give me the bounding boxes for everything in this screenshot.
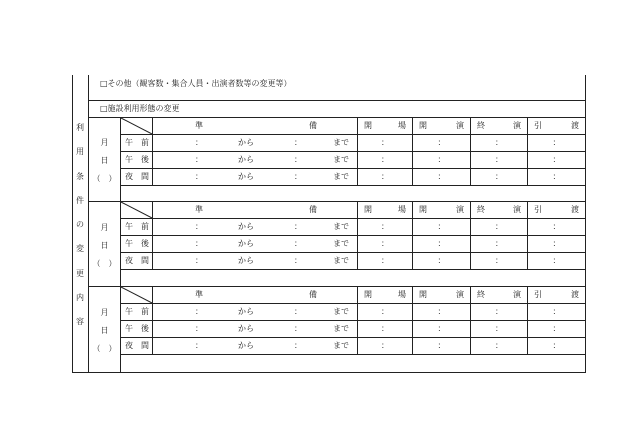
diagonal-line bbox=[121, 202, 152, 218]
header-char: 開 bbox=[364, 120, 372, 130]
header-performance-start-label bbox=[413, 121, 470, 131]
period-char: 前 bbox=[141, 306, 149, 316]
period-label-cell bbox=[121, 337, 153, 354]
header-char: 場 bbox=[398, 289, 406, 299]
facility-change-label: □施設利用形態の変更 bbox=[100, 103, 180, 113]
preparation-time-range bbox=[153, 152, 357, 167]
blank-cell bbox=[121, 354, 586, 372]
side-label-char: 条 bbox=[76, 171, 84, 181]
doors-open-time-cell bbox=[358, 252, 413, 269]
other-change-option bbox=[89, 75, 586, 100]
time-colon: ： bbox=[552, 323, 561, 333]
from-label: から bbox=[238, 256, 254, 265]
prep-start-colon: ： bbox=[195, 256, 203, 265]
block-blank-row bbox=[73, 185, 586, 201]
performance-end-time-cell bbox=[471, 151, 528, 168]
preparation-time-cell bbox=[153, 168, 358, 185]
header-performance-start-label bbox=[413, 290, 470, 300]
time-colon: ： bbox=[495, 238, 503, 248]
header-doors-open-label bbox=[358, 290, 412, 300]
period-char: 午 bbox=[125, 238, 133, 248]
handover-time-cell bbox=[528, 252, 586, 269]
header-preparation-label bbox=[153, 290, 357, 300]
header-doors-open bbox=[358, 117, 413, 134]
until-label: まで bbox=[333, 222, 349, 231]
weekday-label: （ ） bbox=[92, 258, 117, 268]
preparation-time-cell bbox=[153, 337, 358, 354]
period-char: 前 bbox=[141, 137, 149, 147]
prep-start-colon: ： bbox=[195, 155, 203, 164]
header-char: 開 bbox=[364, 289, 372, 299]
time-colon: ： bbox=[437, 306, 446, 316]
from-label: から bbox=[238, 138, 254, 147]
header-doors-open bbox=[358, 201, 413, 218]
prep-end-colon: ： bbox=[294, 256, 302, 265]
facility-change-row bbox=[73, 100, 586, 117]
preparation-time-range bbox=[153, 236, 357, 251]
prep-end-colon: ： bbox=[294, 172, 302, 181]
until-label: まで bbox=[333, 172, 349, 181]
header-corner-cell bbox=[121, 201, 153, 218]
from-label: から bbox=[238, 155, 254, 164]
header-char: 引 bbox=[534, 289, 542, 299]
handover-time-cell bbox=[528, 303, 586, 320]
header-handover-label bbox=[528, 290, 585, 300]
preparation-time-cell bbox=[153, 134, 358, 151]
header-performance-end bbox=[471, 286, 528, 303]
prep-end-colon: ： bbox=[294, 138, 302, 147]
header-performance-end-label bbox=[471, 121, 527, 131]
block-blank-row bbox=[73, 269, 586, 286]
header-char: 終 bbox=[477, 204, 485, 214]
preparation-time-range bbox=[153, 219, 357, 234]
header-preparation-label bbox=[153, 205, 357, 215]
side-label-char: 利 bbox=[76, 123, 84, 132]
performance-start-time-cell bbox=[413, 320, 471, 337]
time-colon: ： bbox=[495, 171, 503, 181]
performance-end-time-cell bbox=[471, 252, 528, 269]
until-label: まで bbox=[333, 155, 349, 164]
time-colon: ： bbox=[381, 238, 389, 248]
period-label-cell bbox=[121, 151, 153, 168]
time-colon: ： bbox=[437, 154, 446, 164]
handover-time-cell bbox=[528, 134, 586, 151]
period-row-afternoon bbox=[73, 320, 586, 337]
performance-end-time-cell bbox=[471, 303, 528, 320]
header-performance-end-label bbox=[471, 290, 527, 300]
time-colon: ： bbox=[495, 306, 503, 316]
time-colon: ： bbox=[381, 340, 389, 350]
period-char: 後 bbox=[141, 238, 149, 248]
diagonal-line bbox=[121, 287, 152, 303]
handover-time-cell bbox=[528, 218, 586, 235]
month-label: 月 bbox=[100, 138, 109, 147]
prep-end-colon: ： bbox=[294, 324, 302, 333]
prep-start-colon: ： bbox=[195, 307, 203, 316]
period-label bbox=[121, 222, 152, 232]
header-handover-label bbox=[528, 121, 585, 131]
prep-start-colon: ： bbox=[195, 172, 203, 181]
time-colon: ： bbox=[437, 221, 446, 231]
handover-time-cell bbox=[528, 320, 586, 337]
performance-end-time-cell bbox=[471, 134, 528, 151]
header-performance-end bbox=[471, 201, 528, 218]
block-blank-row bbox=[73, 354, 586, 372]
period-label-cell bbox=[121, 320, 153, 337]
until-label: まで bbox=[333, 341, 349, 350]
header-char: 準 bbox=[195, 289, 203, 299]
prep-end-colon: ： bbox=[294, 341, 302, 350]
period-label bbox=[121, 324, 152, 334]
period-char: 午 bbox=[125, 306, 133, 316]
prep-start-colon: ： bbox=[195, 341, 203, 350]
prep-end-colon: ： bbox=[294, 307, 302, 316]
time-colon: ： bbox=[437, 137, 446, 147]
header-char: 備 bbox=[309, 289, 317, 299]
time-colon: ： bbox=[495, 137, 503, 147]
period-label bbox=[121, 341, 152, 351]
performance-start-time-cell bbox=[413, 218, 471, 235]
from-label: から bbox=[238, 341, 254, 350]
day-label: 日 bbox=[100, 326, 109, 335]
header-char: 渡 bbox=[571, 204, 580, 214]
blank-cell bbox=[121, 269, 586, 286]
header-char: 演 bbox=[456, 289, 464, 299]
header-corner-cell bbox=[121, 286, 153, 303]
preparation-time-cell bbox=[153, 252, 358, 269]
time-colon: ： bbox=[495, 154, 503, 164]
handover-time-cell bbox=[528, 168, 586, 185]
handover-time-cell bbox=[528, 337, 586, 354]
header-performance-end bbox=[471, 117, 528, 134]
time-colon: ： bbox=[381, 171, 389, 181]
handover-time-cell bbox=[528, 151, 586, 168]
prep-end-colon: ： bbox=[294, 222, 302, 231]
time-colon: ： bbox=[552, 137, 561, 147]
preparation-time-range bbox=[153, 135, 357, 150]
header-doors-open bbox=[358, 286, 413, 303]
side-label-char: 内 bbox=[76, 292, 84, 302]
period-char: 午 bbox=[125, 154, 133, 164]
period-char: 前 bbox=[141, 221, 149, 231]
until-label: まで bbox=[333, 239, 349, 248]
header-char: 演 bbox=[456, 204, 464, 214]
header-performance-start bbox=[413, 201, 471, 218]
other-change-label: □その他（観客数・集合人員・出演者数等の変更等） bbox=[100, 79, 292, 88]
date-cell bbox=[89, 286, 121, 372]
performance-end-time-cell bbox=[471, 320, 528, 337]
time-colon: ： bbox=[552, 154, 561, 164]
time-colon: ： bbox=[552, 238, 561, 248]
header-char: 演 bbox=[456, 120, 464, 130]
period-char: 後 bbox=[141, 323, 149, 333]
period-row-afternoon bbox=[73, 235, 586, 252]
side-label-char: 用 bbox=[76, 147, 84, 157]
weekday-label: （ ） bbox=[92, 344, 117, 353]
header-preparation bbox=[153, 201, 358, 218]
period-char: 夜 bbox=[125, 255, 133, 265]
time-colon: ： bbox=[381, 306, 389, 316]
period-label bbox=[121, 307, 152, 317]
month-label: 月 bbox=[100, 222, 109, 232]
header-char: 場 bbox=[398, 120, 406, 130]
header-handover bbox=[528, 201, 586, 218]
header-performance-end-label bbox=[471, 205, 527, 215]
prep-start-colon: ： bbox=[195, 222, 203, 231]
period-label bbox=[121, 172, 152, 182]
header-char: 備 bbox=[309, 120, 317, 130]
period-char: 間 bbox=[141, 171, 149, 181]
header-performance-start bbox=[413, 117, 471, 134]
doors-open-time-cell bbox=[358, 320, 413, 337]
diagonal-line bbox=[121, 118, 152, 134]
preparation-time-range bbox=[153, 304, 357, 319]
time-colon: ： bbox=[381, 221, 389, 231]
time-colon: ： bbox=[495, 340, 503, 350]
time-colon: ： bbox=[552, 221, 561, 231]
preparation-time-cell bbox=[153, 320, 358, 337]
period-char: 間 bbox=[141, 340, 149, 350]
date-labels bbox=[89, 130, 120, 188]
until-label: まで bbox=[333, 324, 349, 333]
period-row-morning bbox=[73, 134, 586, 151]
header-char: 準 bbox=[195, 120, 203, 130]
schedule-header-row bbox=[73, 286, 586, 303]
doors-open-time-cell bbox=[358, 235, 413, 252]
period-label-cell bbox=[121, 252, 153, 269]
performance-end-time-cell bbox=[471, 235, 528, 252]
period-label bbox=[121, 138, 152, 148]
prep-start-colon: ： bbox=[195, 239, 203, 248]
period-row-morning bbox=[73, 218, 586, 235]
header-char: 準 bbox=[195, 204, 203, 214]
doors-open-time-cell bbox=[358, 134, 413, 151]
time-colon: ： bbox=[381, 137, 389, 147]
header-performance-start bbox=[413, 286, 471, 303]
preparation-time-cell bbox=[153, 151, 358, 168]
day-label: 日 bbox=[100, 156, 109, 165]
date-labels bbox=[89, 215, 120, 273]
period-row-evening bbox=[73, 337, 586, 354]
period-label-cell bbox=[121, 218, 153, 235]
period-row-evening bbox=[73, 252, 586, 269]
period-label-cell bbox=[121, 303, 153, 320]
from-label: から bbox=[238, 222, 254, 231]
from-label: から bbox=[238, 239, 254, 248]
performance-end-time-cell bbox=[471, 218, 528, 235]
period-label bbox=[121, 239, 152, 249]
preparation-time-range bbox=[153, 338, 357, 353]
header-char: 渡 bbox=[571, 120, 580, 130]
header-char: 演 bbox=[513, 120, 521, 130]
header-handover bbox=[528, 117, 586, 134]
from-label: から bbox=[238, 324, 254, 333]
time-colon: ： bbox=[381, 323, 389, 333]
header-doors-open-label bbox=[358, 121, 412, 131]
schedule-header-row bbox=[73, 201, 586, 218]
doors-open-time-cell bbox=[358, 218, 413, 235]
performance-end-time-cell bbox=[471, 337, 528, 354]
from-label: から bbox=[238, 307, 254, 316]
header-preparation-label bbox=[153, 121, 357, 131]
period-label-cell bbox=[121, 235, 153, 252]
header-char: 開 bbox=[419, 204, 427, 214]
performance-start-time-cell bbox=[413, 168, 471, 185]
time-colon: ： bbox=[437, 340, 446, 350]
period-label bbox=[121, 155, 152, 165]
handover-time-cell bbox=[528, 235, 586, 252]
time-colon: ： bbox=[437, 323, 446, 333]
blank-cell bbox=[121, 185, 586, 201]
other-change-row bbox=[73, 75, 586, 100]
period-label-cell bbox=[121, 134, 153, 151]
header-char: 開 bbox=[419, 120, 427, 130]
period-char: 夜 bbox=[125, 340, 133, 350]
period-char: 後 bbox=[141, 154, 149, 164]
header-char: 演 bbox=[513, 289, 521, 299]
preparation-time-cell bbox=[153, 235, 358, 252]
prep-end-colon: ： bbox=[294, 155, 302, 164]
side-label-char: 更 bbox=[76, 268, 84, 278]
prep-start-colon: ： bbox=[195, 324, 203, 333]
preparation-time-range bbox=[153, 253, 357, 268]
header-char: 引 bbox=[534, 204, 542, 214]
doors-open-time-cell bbox=[358, 337, 413, 354]
header-char: 終 bbox=[477, 289, 485, 299]
period-char: 間 bbox=[141, 255, 149, 265]
performance-end-time-cell bbox=[471, 168, 528, 185]
date-labels bbox=[89, 300, 120, 358]
period-char: 午 bbox=[125, 221, 133, 231]
preparation-time-range bbox=[153, 321, 357, 336]
time-colon: ： bbox=[437, 255, 446, 265]
time-colon: ： bbox=[552, 306, 561, 316]
header-corner-cell bbox=[121, 117, 153, 134]
time-colon: ： bbox=[552, 255, 561, 265]
time-colon: ： bbox=[381, 154, 389, 164]
header-handover-label bbox=[528, 205, 585, 215]
period-row-afternoon bbox=[73, 151, 586, 168]
time-colon: ： bbox=[552, 171, 561, 181]
header-performance-start-label bbox=[413, 205, 470, 215]
schedule-header-row bbox=[73, 117, 586, 134]
period-label bbox=[121, 256, 152, 266]
time-colon: ： bbox=[381, 255, 389, 265]
doors-open-time-cell bbox=[358, 151, 413, 168]
day-label: 日 bbox=[100, 240, 109, 250]
side-label-char: 容 bbox=[76, 317, 84, 326]
period-row-morning bbox=[73, 303, 586, 320]
period-row-evening bbox=[73, 168, 586, 185]
side-label-char: の bbox=[76, 220, 84, 229]
period-char: 夜 bbox=[125, 171, 133, 181]
header-char: 演 bbox=[513, 204, 521, 214]
time-colon: ： bbox=[437, 238, 446, 248]
date-cell bbox=[89, 117, 121, 201]
header-char: 備 bbox=[309, 204, 317, 214]
from-label: から bbox=[238, 172, 254, 181]
performance-start-time-cell bbox=[413, 134, 471, 151]
prep-start-colon: ： bbox=[195, 138, 203, 147]
side-label-char: 変 bbox=[76, 244, 84, 254]
prep-end-colon: ： bbox=[294, 239, 302, 248]
doors-open-time-cell bbox=[358, 303, 413, 320]
time-colon: ： bbox=[495, 221, 503, 231]
header-preparation bbox=[153, 286, 358, 303]
doors-open-time-cell bbox=[358, 168, 413, 185]
until-label: まで bbox=[333, 307, 349, 316]
performance-start-time-cell bbox=[413, 235, 471, 252]
period-char: 午 bbox=[125, 137, 133, 147]
time-colon: ： bbox=[437, 171, 446, 181]
header-char: 場 bbox=[398, 204, 406, 214]
header-char: 終 bbox=[477, 120, 485, 130]
time-colon: ： bbox=[495, 323, 503, 333]
header-handover bbox=[528, 286, 586, 303]
date-cell bbox=[89, 201, 121, 286]
time-colon: ： bbox=[552, 340, 561, 350]
period-label-cell bbox=[121, 168, 153, 185]
usage-change-table bbox=[72, 75, 586, 373]
header-char: 引 bbox=[534, 120, 542, 130]
header-char: 渡 bbox=[571, 289, 580, 299]
header-preparation bbox=[153, 117, 358, 134]
until-label: まで bbox=[333, 256, 349, 265]
preparation-time-range bbox=[153, 169, 357, 184]
time-colon: ： bbox=[495, 255, 503, 265]
until-label: まで bbox=[333, 138, 349, 147]
facility-change-option bbox=[89, 100, 586, 117]
header-doors-open-label bbox=[358, 205, 412, 215]
performance-start-time-cell bbox=[413, 252, 471, 269]
header-char: 開 bbox=[364, 204, 372, 214]
month-label: 月 bbox=[100, 308, 109, 317]
weekday-label: （ ） bbox=[92, 174, 117, 183]
performance-start-time-cell bbox=[413, 337, 471, 354]
side-label-char: 件 bbox=[76, 195, 84, 205]
period-char: 午 bbox=[125, 323, 133, 333]
preparation-time-cell bbox=[153, 303, 358, 320]
performance-start-time-cell bbox=[413, 303, 471, 320]
header-char: 開 bbox=[419, 289, 427, 299]
side-label bbox=[71, 122, 89, 328]
performance-start-time-cell bbox=[413, 151, 471, 168]
preparation-time-cell bbox=[153, 218, 358, 235]
